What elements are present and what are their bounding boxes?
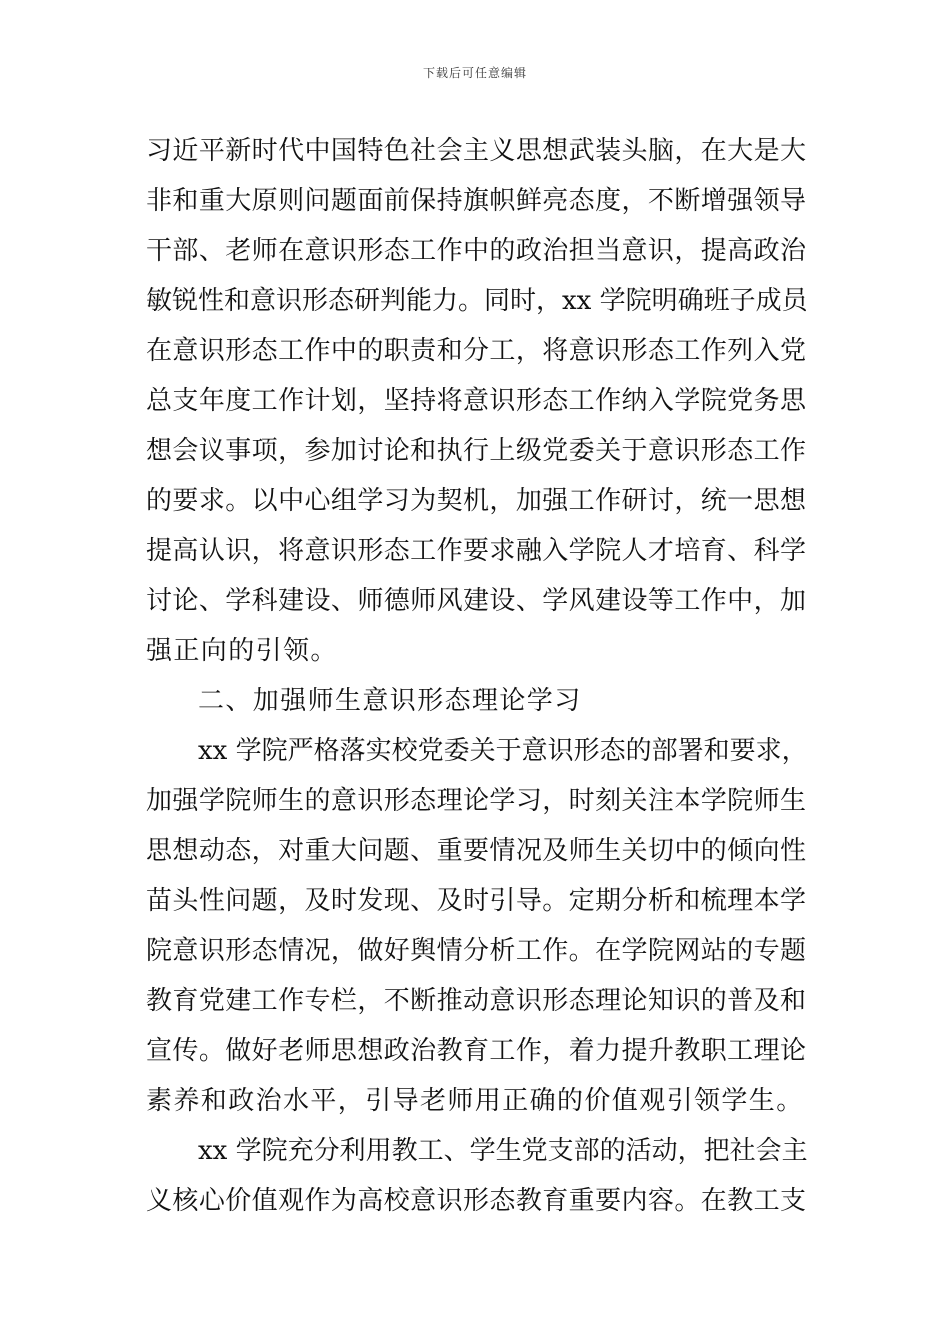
text-line: 二、加强师生意识形态理论学习 <box>198 686 582 716</box>
text-line: 教育党建工作专栏，不断推动意识形态理论知识的普及和 <box>146 986 806 1016</box>
text-line: 义核心价值观作为高校意识形态教育重要内容。在教工支 <box>146 1186 806 1216</box>
text-line: 在意识形态工作中的职责和分工，将意识形态工作列入党 <box>146 336 806 366</box>
text-line: 想会议事项，参加讨论和执行上级党委关于意识形态工作 <box>146 436 806 466</box>
text-line: 提高认识，将意识形态工作要求融入学院人才培育、科学 <box>146 536 806 566</box>
text-line: 干部、老师在意识形态工作中的政治担当意识，提高政治 <box>146 236 806 266</box>
text-line: 院意识形态情况，做好舆情分析工作。在学院网站的专题 <box>146 936 806 966</box>
text-line: 习近平新时代中国特色社会主义思想武装头脑，在大是大 <box>146 136 806 166</box>
text-line: xx 学院严格落实校党委关于意识形态的部署和要求， <box>198 736 808 766</box>
text-line: 思想动态，对重大问题、重要情况及师生关切中的倾向性 <box>146 836 806 866</box>
text-line: 敏锐性和意识形态研判能力。同时，xx 学院明确班子成员 <box>146 286 808 316</box>
text-line: 素养和政治水平，引导老师用正确的价值观引领学生。 <box>146 1086 804 1116</box>
text-line: 总支年度工作计划，坚持将意识形态工作纳入学院党务思 <box>146 386 806 416</box>
text-line: 的要求。以中心组学习为契机，加强工作研讨，统一思想 <box>146 486 806 516</box>
text-line: 苗头性问题，及时发现、及时引导。定期分析和梳理本学 <box>146 886 806 916</box>
text-line: 加强学院师生的意识形态理论学习，时刻关注本学院师生 <box>146 786 806 816</box>
text-line: 非和重大原则问题面前保持旗帜鲜亮态度，不断增强领导 <box>146 186 806 216</box>
page-header-note: 下载后可任意编辑 <box>422 66 527 80</box>
text-line: 讨论、学科建设、师德师风建设、学风建设等工作中，加 <box>146 586 806 616</box>
text-line: 宣传。做好老师思想政治教育工作，着力提升教职工理论 <box>146 1036 806 1066</box>
document-body <box>146 126 806 1226</box>
text-line: xx 学院充分利用教工、学生党支部的活动，把社会主 <box>198 1136 808 1166</box>
text-line: 强正向的引领。 <box>146 636 338 666</box>
